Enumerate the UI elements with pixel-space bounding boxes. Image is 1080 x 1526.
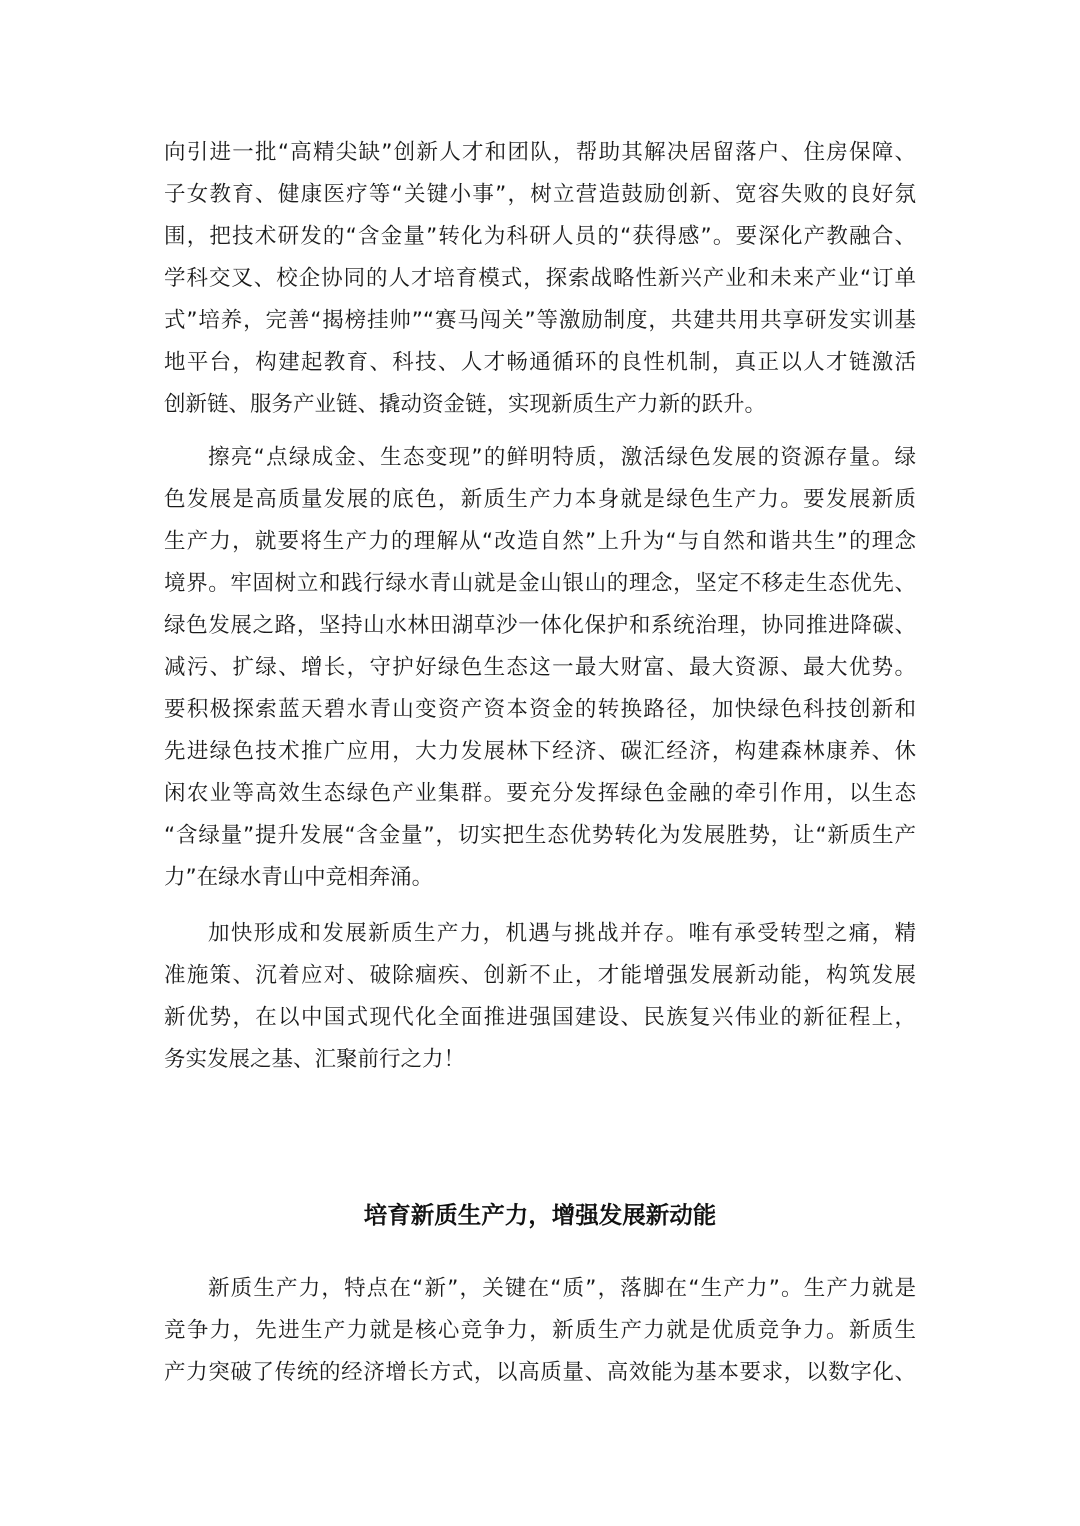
- paragraph-1-line-3: 围，把技术研发的“含金量”转化为科研人员的“获得感”。要深化产教融合、: [164, 224, 916, 249]
- paragraph-2-line-6: 减污、扩绿、增长，守护好绿色生态这一最大财富、最大资源、最大优势。: [164, 655, 916, 680]
- paragraph-2-line-1: 擦亮“点绿成金、生态变现”的鲜明特质，激活绿色发展的资源存量。绿: [208, 445, 916, 470]
- paragraph-2-line-7: 要积极探索蓝天碧水青山变资产资本资金的转换路径，加快绿色科技创新和: [164, 697, 916, 722]
- paragraph-2-line-8: 先进绿色技术推广应用，大力发展林下经济、碳汇经济，构建森林康养、休: [164, 739, 916, 764]
- paragraph-3-line-2: 准施策、沉着应对、破除痼疾、创新不止，才能增强发展新动能，构筑发展: [164, 963, 916, 988]
- paragraph-3-line-1: 加快形成和发展新质生产力，机遇与挑战并存。唯有承受转型之痛，精: [208, 921, 916, 946]
- paragraph-4-line-3: 产力突破了传统的经济增长方式，以高质量、高效能为基本要求，以数字化、: [164, 1360, 916, 1385]
- paragraph-4-line-2: 竞争力，先进生产力就是核心竞争力，新质生产力就是优质竞争力。新质生: [164, 1318, 916, 1343]
- paragraph-1-line-7: 创新链、服务产业链、撬动资金链，实现新质生产力新的跃升。: [164, 392, 767, 417]
- paragraph-4-line-1: 新质生产力，特点在“新”，关键在“质”，落脚在“生产力”。生产力就是: [208, 1276, 916, 1301]
- paragraph-1-line-4: 学科交叉、校企协同的人才培育模式，探索战略性新兴产业和未来产业“订单: [164, 266, 916, 291]
- paragraph-1-line-6: 地平台，构建起教育、科技、人才畅通循环的良性机制，真正以人才链激活: [164, 350, 916, 375]
- paragraph-2-line-11: 力”在绿水青山中竞相奔涌。: [164, 865, 434, 890]
- paragraph-1-line-2: 子女教育、健康医疗等“关键小事”，树立营造鼓励创新、宽容失败的良好氛: [164, 182, 916, 207]
- paragraph-2-line-5: 绿色发展之路，坚持山水林田湖草沙一体化保护和系统治理，协同推进降碳、: [164, 613, 916, 638]
- paragraph-2-line-4: 境界。牢固树立和践行绿水青山就是金山银山的理念，坚定不移走生态优先、: [164, 571, 916, 596]
- section-heading: 培育新质生产力，增强发展新动能: [363, 1201, 717, 1229]
- paragraph-3-line-4: 务实发展之基、汇聚前行之力！: [164, 1047, 466, 1072]
- paragraph-2-line-3: 生产力，就要将生产力的理解从“改造自然”上升为“与自然和谐共生”的理念: [164, 529, 916, 554]
- paragraph-2-line-2: 色发展是高质量发展的底色，新质生产力本身就是绿色生产力。要发展新质: [164, 487, 916, 512]
- paragraph-2-line-9: 闲农业等高效生态绿色产业集群。要充分发挥绿色金融的牵引作用，以生态: [164, 781, 916, 806]
- paragraph-3-line-3: 新优势，在以中国式现代化全面推进强国建设、民族复兴伟业的新征程上，: [164, 1005, 916, 1030]
- paragraph-1-line-1: 向引进一批“高精尖缺”创新人才和团队，帮助其解决居留落户、住房保障、: [164, 140, 916, 165]
- paragraph-2-line-10: “含绿量”提升发展“含金量”，切实把生态优势转化为发展胜势，让“新质生产: [164, 823, 916, 848]
- paragraph-1-line-5: 式”培养，完善“揭榜挂帅”“赛马闯关”等激励制度，共建共用共享研发实训基: [164, 308, 916, 333]
